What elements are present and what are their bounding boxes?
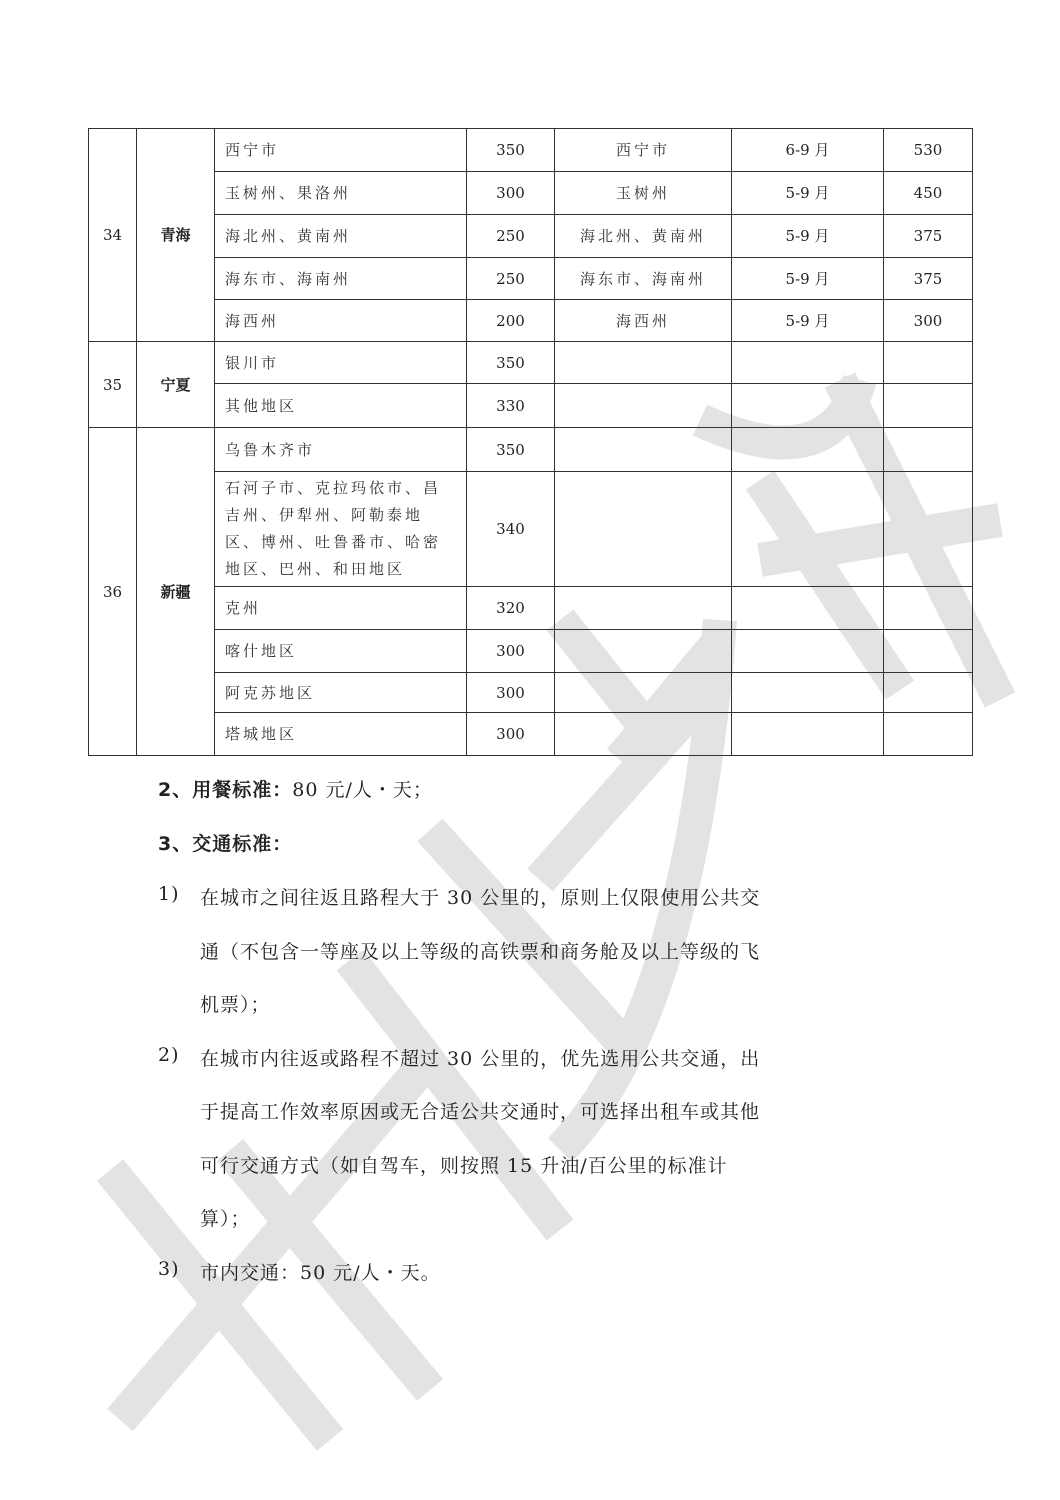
peak-period [732, 428, 884, 472]
peak-amount [884, 713, 973, 756]
standard-amount: 340 [467, 472, 555, 587]
peak-period [732, 384, 884, 428]
table-row [89, 300, 973, 342]
row-number: 34 [89, 129, 137, 342]
province-name: 新疆 [137, 428, 215, 756]
standard-amount: 300 [467, 630, 555, 673]
standard-amount: 330 [467, 384, 555, 428]
item-line: 算）； [200, 1208, 251, 1230]
standard-amount: 250 [467, 215, 555, 258]
table-row [89, 384, 973, 428]
peak-amount [884, 587, 973, 630]
peak-region: 海东市、海南州 [555, 258, 732, 300]
table-row [89, 215, 973, 258]
table-row [89, 258, 973, 300]
region-line: 地区、巴州、和田地区 [225, 560, 406, 578]
table-row [89, 342, 973, 384]
list-marker: 3) [158, 1258, 180, 1280]
region-name: 阿克苏地区 [215, 673, 467, 713]
region-name-multiline [215, 472, 467, 587]
peak-period [732, 472, 884, 587]
peak-region [555, 587, 732, 630]
table-row [89, 587, 973, 630]
standard-amount: 200 [467, 300, 555, 342]
standard-amount: 350 [467, 428, 555, 472]
meal-standard [158, 775, 433, 802]
list-marker: 2) [158, 1044, 180, 1066]
region-name: 银川市 [215, 342, 467, 384]
transport-standard-label: 3、交通标准： [158, 833, 293, 855]
peak-period: 5-9 月 [732, 215, 884, 258]
travel-standard-table [88, 128, 973, 756]
table-row [89, 713, 973, 756]
peak-region [555, 472, 732, 587]
peak-amount [884, 472, 973, 587]
standard-amount: 320 [467, 587, 555, 630]
peak-amount [884, 428, 973, 472]
peak-amount: 450 [884, 172, 973, 215]
meal-standard-value: 80 元/人・天； [292, 779, 433, 801]
peak-period [732, 713, 884, 756]
peak-amount: 375 [884, 258, 973, 300]
peak-region [555, 630, 732, 673]
peak-amount [884, 630, 973, 673]
region-name: 其他地区 [215, 384, 467, 428]
peak-amount [884, 673, 973, 713]
peak-region: 西宁市 [555, 129, 732, 172]
region-name: 塔城地区 [215, 713, 467, 756]
region-line: 区、博州、吐鲁番市、哈密 [225, 533, 442, 551]
standard-amount: 300 [467, 673, 555, 713]
peak-period [732, 630, 884, 673]
peak-period: 5-9 月 [732, 172, 884, 215]
peak-region [555, 673, 732, 713]
peak-period [732, 587, 884, 630]
table-row [89, 172, 973, 215]
peak-period: 5-9 月 [732, 258, 884, 300]
peak-period: 6-9 月 [732, 129, 884, 172]
standard-amount: 350 [467, 342, 555, 384]
row-number: 35 [89, 342, 137, 428]
peak-region: 海西州 [555, 300, 732, 342]
standard-amount: 300 [467, 172, 555, 215]
item-line: 机票）； [200, 994, 271, 1016]
table-row [89, 472, 973, 587]
region-name: 乌鲁木齐市 [215, 428, 467, 472]
table-row [89, 428, 973, 472]
peak-region [555, 428, 732, 472]
table-row [89, 129, 973, 172]
row-number: 36 [89, 428, 137, 756]
standard-amount: 250 [467, 258, 555, 300]
transport-standard-heading [158, 829, 292, 856]
meal-standard-label: 2、用餐标准： [158, 779, 293, 801]
list-marker: 1) [158, 883, 180, 905]
region-name: 海西州 [215, 300, 467, 342]
region-name: 海北州、黄南州 [215, 215, 467, 258]
peak-region [555, 384, 732, 428]
table-row [89, 630, 973, 673]
item-line: 可行交通方式（如自驾车，则按照 15 升油/百公里的标准计 [200, 1155, 728, 1177]
item-line: 市内交通：50 元/人・天。 [200, 1262, 441, 1284]
table-row [89, 673, 973, 713]
standard-amount: 300 [467, 713, 555, 756]
peak-period [732, 673, 884, 713]
region-name: 克州 [215, 587, 467, 630]
province-name: 宁夏 [137, 342, 215, 428]
region-line: 吉州、伊犁州、阿勒泰地 [225, 506, 424, 524]
peak-amount [884, 342, 973, 384]
peak-region [555, 342, 732, 384]
peak-amount: 300 [884, 300, 973, 342]
peak-region: 玉树州 [555, 172, 732, 215]
region-name: 西宁市 [215, 129, 467, 172]
peak-amount: 530 [884, 129, 973, 172]
standard-amount: 350 [467, 129, 555, 172]
region-name: 玉树州、果洛州 [215, 172, 467, 215]
peak-amount [884, 384, 973, 428]
item-line: 在城市内往返或路程不超过 30 公里的，优先选用公共交通，出 [200, 1048, 761, 1070]
peak-period [732, 342, 884, 384]
peak-region: 海北州、黄南州 [555, 215, 732, 258]
item-line: 在城市之间往返且路程大于 30 公里的，原则上仅限使用公共交 [200, 887, 761, 909]
item-line: 通（不包含一等座及以上等级的高铁票和商务舱及以上等级的飞 [200, 941, 761, 963]
region-name: 海东市、海南州 [215, 258, 467, 300]
item-line: 于提高工作效率原因或无合适公共交通时，可选择出租车或其他 [200, 1101, 761, 1123]
region-line: 石河子市、克拉玛依市、昌 [225, 479, 442, 497]
peak-region [555, 713, 732, 756]
province-name: 青海 [137, 129, 215, 342]
peak-amount: 375 [884, 215, 973, 258]
peak-period: 5-9 月 [732, 300, 884, 342]
region-name: 喀什地区 [215, 630, 467, 673]
